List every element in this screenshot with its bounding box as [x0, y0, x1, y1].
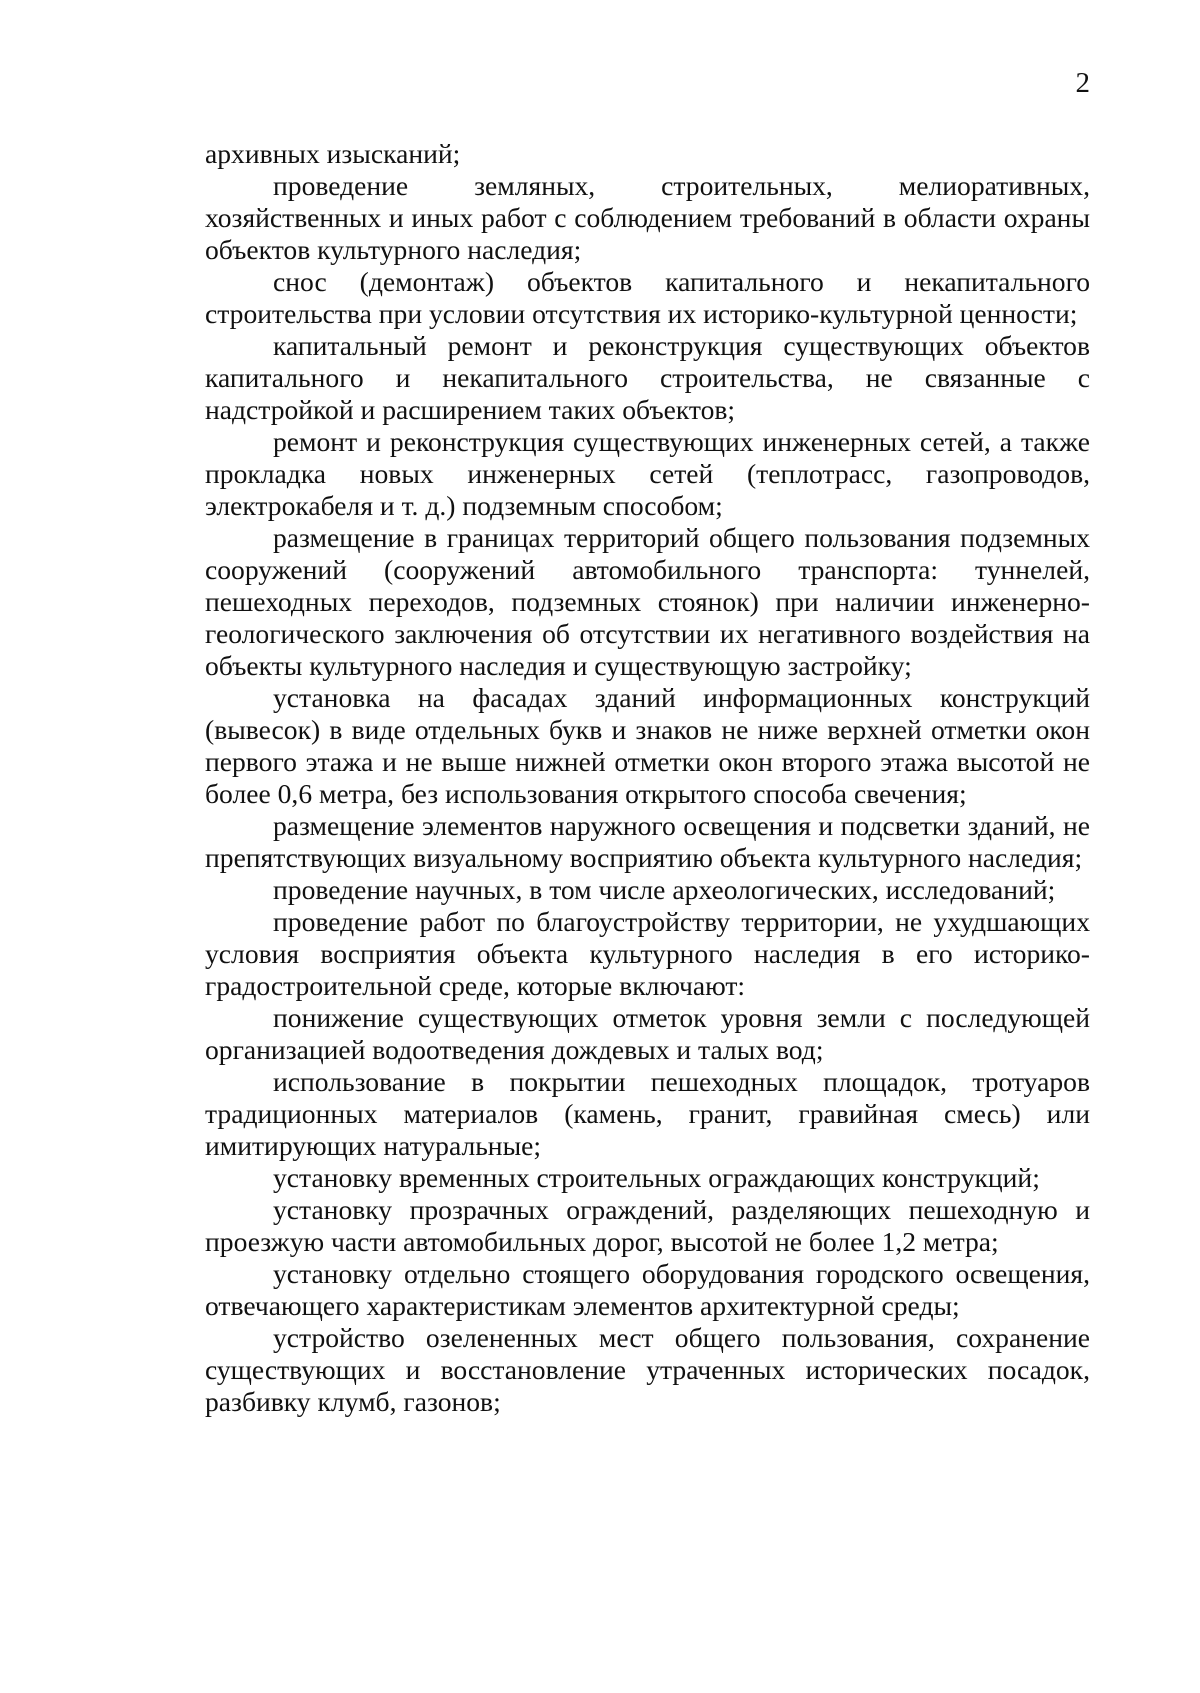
paragraph: проведение работ по благоустройству территории, не ухудшающих условия восприятия объекта культурного наследия в его историко-градостроительной среде, которые включают: [205, 906, 1090, 1001]
paragraph: установку прозрачных ограждений, разделяющих пешеходную и проезжую части автомобильных дорог, высотой не более 1,2 метра; [205, 1194, 1090, 1257]
paragraph: установка на фасадах зданий информационных конструкций (вывесок) в виде отдельных букв и знаков не ниже верхней отметки окон первого этажа и не выше нижней отметки окон второго этажа высотой не более 0,6 метра, без использования открытого способа свечения; [205, 682, 1090, 809]
paragraph: размещение элементов наружного освещения и подсветки зданий, не препятствующих визуальному восприятию объекта культурного наследия; [205, 810, 1090, 873]
paragraph: размещение в границах территорий общего пользования подземных сооружений (сооружений автомобильного транспорта: туннелей, пешеходных переходов, подземных стоянок) при наличии инженерно-геологического заключения об отсутствии их негативного воздействия на объекты культурного наследия и существующую застройку; [205, 522, 1090, 681]
paragraph: устройство озелененных мест общего пользования, сохранение существующих и восстановление утраченных исторических посадок, разбивку клумб, газонов; [205, 1322, 1090, 1417]
paragraph: проведение научных, в том числе археологических, исследований; [273, 874, 1056, 905]
paragraph: использование в покрытии пешеходных площадок, тротуаров традиционных материалов (камень, гранит, гравийная смесь) или имитирующих натуральные; [205, 1066, 1090, 1161]
paragraph: понижение существующих отметок уровня земли с последующей организацией водоотведения дождевых и талых вод; [205, 1002, 1090, 1065]
paragraph: архивных изысканий; [205, 138, 461, 169]
document-body [205, 138, 1090, 1418]
paragraph: установку отдельно стоящего оборудования городского освещения, отвечающего характеристикам элементов архитектурной среды; [205, 1258, 1090, 1321]
paragraph: ремонт и реконструкция существующих инженерных сетей, а также прокладка новых инженерных сетей (теплотрасс, газопроводов, электрокабеля и т. д.) подземным способом; [205, 426, 1090, 521]
paragraph: установку временных строительных ограждающих конструкций; [273, 1162, 1040, 1193]
paragraph: капитальный ремонт и реконструкция существующих объектов капитального и некапитального строительства, не связанные с надстройкой и расширением таких объектов; [205, 330, 1090, 425]
page-number: 2 [1075, 67, 1090, 99]
paragraph: проведение земляных, строительных, мелиоративных, хозяйственных и иных работ с соблюдением требований в области охраны объектов культурного наследия; [205, 170, 1090, 265]
paragraph: снос (демонтаж) объектов капитального и некапитального строительства при условии отсутствия их историко-культурной ценности; [205, 266, 1090, 329]
